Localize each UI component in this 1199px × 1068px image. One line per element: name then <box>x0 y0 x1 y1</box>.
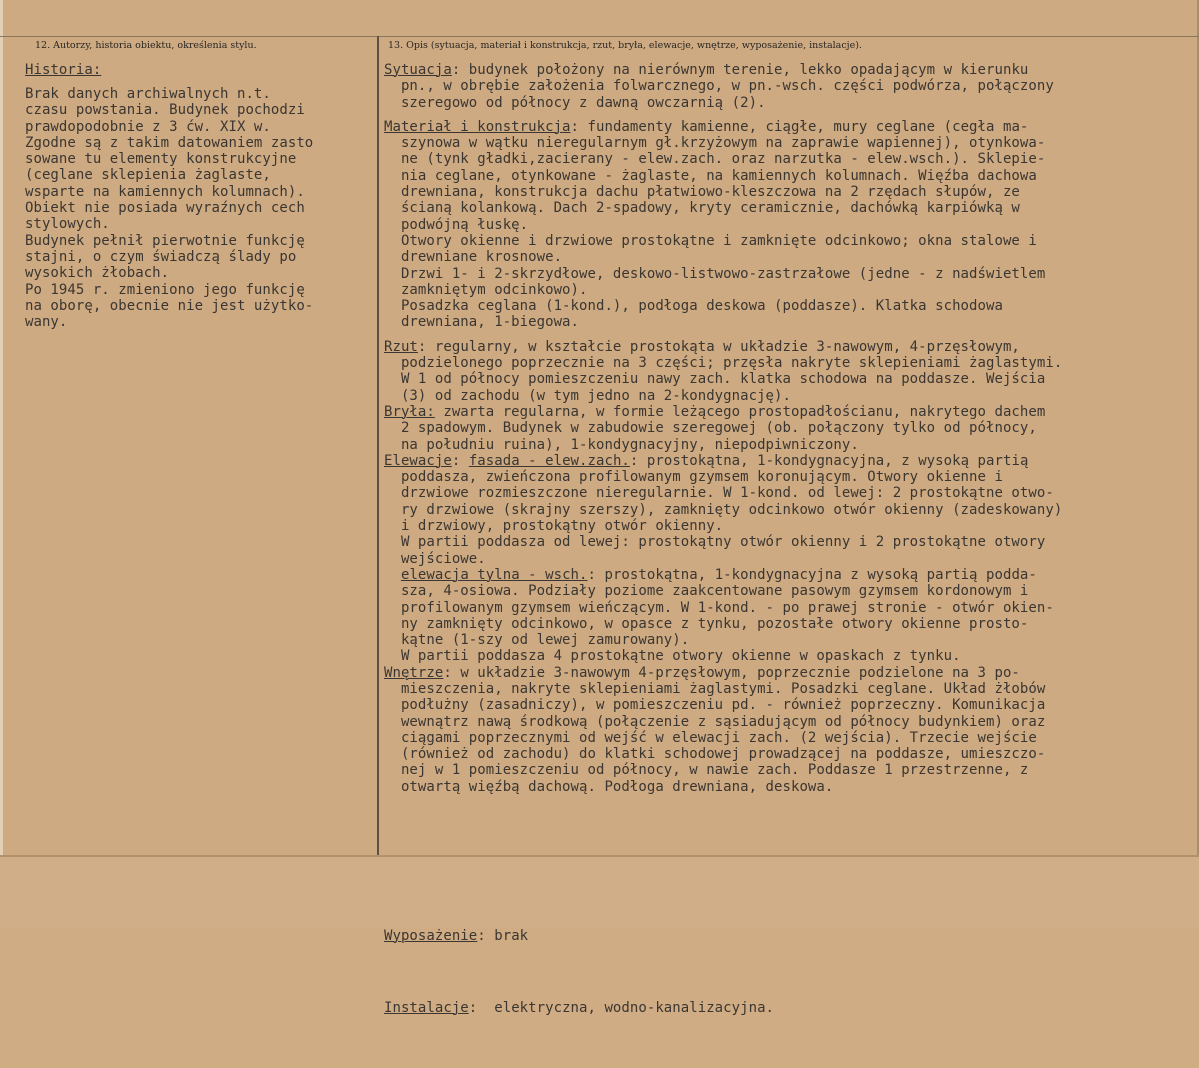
material-line: Otwory okienne i drzwiowe prostokątne i zamknięte odcinkowo; okna stalowe i <box>384 232 1037 249</box>
rzut-line: podzielonego poprzecznie na 3 części; przęsła nakryte sklepieniami żaglastymi. <box>384 355 1063 372</box>
wyposazenie-label: Wyposażenie <box>384 928 478 944</box>
elewacje-line: poddasza, zwieńczona profilowanym gzymsem koronującym. Otwory okienne i <box>384 469 1003 486</box>
sytuacja-line: pn., w obrębie założenia folwarcznego, w pn.-wsch. części podwórza, połączony <box>384 78 1054 95</box>
rear-elevation-label: elewacja tylna - wsch. <box>400 566 588 583</box>
fold-line <box>0 855 1199 857</box>
rzut-first-text: : regularny, w kształcie prostokąta w układzie 3-nawowym, 4-przęsłowym, <box>417 338 1020 355</box>
bryla-label: Bryła: <box>384 403 435 420</box>
rzut-first-line <box>384 339 1062 355</box>
history-line: na oborę, obecnie nie jest użytko- <box>25 297 314 314</box>
history-line: Zgodne są z takim datowaniem zasto <box>25 134 314 151</box>
history-line: czasu powstania. Budynek pochodzi <box>25 102 305 119</box>
bryla-first-line <box>384 404 1062 420</box>
bryla-first-text: zwarta regularna, w formie leżącego prostopadłościanu, nakrytego dachem <box>434 403 1046 420</box>
rear-elevation-first-text: : prostokątna, 1-kondygnacyjna z wysoką partią podda- <box>587 566 1037 583</box>
elewacje-first-line <box>384 453 1062 469</box>
history-line: sowane tu elementy konstrukcyjne <box>25 151 297 168</box>
section-13-header: 13. Opis (sytuacja, materiał i konstrukcja, rzut, bryła, elewacje, wnętrze, wyposażenie, instalacje). <box>388 40 862 51</box>
elewacje-sublabel: fasada - elew.zach. <box>468 452 630 469</box>
rear-elevation-first-line <box>384 567 1062 583</box>
history-line: stylowych. <box>25 216 110 233</box>
description-text <box>384 62 1062 795</box>
rear-elevation-line: sza, 4-osiowa. Podziały poziome zaakcentowane pasowym gzymsem kordonowym i <box>384 583 1029 600</box>
rear-elevation-line: kątne (1-szy od lewej zamurowany). <box>384 632 690 649</box>
sytuacja-first-line <box>384 62 1062 78</box>
wnetrze-first-line <box>384 665 1062 681</box>
rear-elevation-line: W partii poddasza 4 prostokątne otwory okienne w opaskach z tynku. <box>384 648 961 665</box>
material-line: drewniana, 1-biegowa. <box>384 314 580 331</box>
top-rule <box>0 36 1199 37</box>
elewacje-line: i drzwiowy, prostokątny otwór okienny. <box>384 518 724 535</box>
elewacje-line: drzwiowe rozmieszczone nieregularnie. W 1-kond. od lewej: 2 prostokątne otwo- <box>384 485 1054 502</box>
column-divider <box>377 36 379 856</box>
wnetrze-line: wewnątrz nawą środkową (połączenie z sąsiadującym od północy budynkiem) oraz <box>384 713 1046 730</box>
wnetrze-first-text: : w układzie 3-nawowym 4-przęsłowym, poprzecznie podzielone na 3 po- <box>443 664 1020 681</box>
material-line: ścianą kolankową. Dach 2-spadowy, kryty ceramicznie, dachówką karpiówką w <box>384 200 1020 217</box>
wnetrze-label: Wnętrze <box>384 664 444 681</box>
section-gap <box>384 111 1062 119</box>
material-line: szynowa w wątku nieregularnym gł.krzyżowym na zaprawie wapiennej), otynkowa- <box>384 135 1046 152</box>
material-line: Posadzka ceglana (1-kond.), podłoga deskowa (poddasze). Klatka schodowa <box>384 298 1003 315</box>
instalacje-value: : elektryczna, wodno-kanalizacyjna. <box>468 1000 775 1016</box>
material-line: ne (tynk gładki,zacierany - elew.zach. oraz narzutka - elew.wsch.). Sklepie- <box>384 151 1046 168</box>
elewacje-line: ry drzwiowe (skrajny szerszy), zamknięty odcinkowo otwór okienny (zadeskowany) <box>384 501 1063 518</box>
sytuacja-first-text: : budynek położony na nierównym terenie, lekko opadającym w kierunku <box>451 62 1029 78</box>
material-line: nia ceglane, otynkowane - żaglaste, na kamiennych kolumnach. Więźba dachowa <box>384 167 1037 184</box>
section-12-header: 12. Autorzy, historia obiektu, określenia stylu. <box>35 40 257 51</box>
history-line: Brak danych archiwalnych n.t. <box>25 86 271 102</box>
sytuacja-line: szeregowo od północy z dawną owczarnią (2). <box>384 94 766 111</box>
wyposazenie-value: : brak <box>477 928 529 944</box>
history-line: wsparte na kamiennych kolumnach). <box>25 183 305 200</box>
history-line: Obiekt nie posiada wyraźnych cech <box>25 200 305 217</box>
elewacje-label: Elewacje <box>384 452 452 469</box>
elewacje-separator: : <box>451 452 469 469</box>
history-heading-label: Historia: <box>25 62 102 78</box>
section-gap <box>384 331 1062 339</box>
rear-elevation-indent <box>384 567 401 583</box>
rear-elevation-line: profilowanym gzymsem wieńczącym. W 1-kond. - po prawej stronie - otwór okien- <box>384 599 1054 616</box>
instalacje-line <box>384 996 774 1020</box>
material-line: podwójną łuskę. <box>384 216 529 233</box>
history-line: wany. <box>25 314 68 331</box>
sytuacja-label: Sytuacja <box>384 62 452 78</box>
wnetrze-line: otwartą więźbą dachową. Podłoga drewniana, deskowa. <box>384 778 834 795</box>
material-first-text: : fundamenty kamienne, ciągłe, mury ceglane (cegła ma- <box>570 118 1029 135</box>
rear-elevation-line: ny zamknięty odcinkowo, w opasce z tynku, pozostałe otwory okienne prosto- <box>384 615 1029 632</box>
history-line: (ceglane sklepienia żaglaste, <box>25 167 271 184</box>
rzut-line: W 1 od północy pomieszczeniu nawy zach. klatka schodowa na poddasze. Wejścia <box>384 371 1046 388</box>
wnetrze-line: (również od zachodu) do klatki schodowej prowadzącej na poddasze, umieszczo- <box>384 746 1046 763</box>
wnetrze-line: mieszczenia, nakryte sklepieniami żaglastymi. Posadzki ceglane. Układ żłobów <box>384 680 1046 697</box>
material-line: Drzwi 1- i 2-skrzydłowe, deskowo-listwowo-zastrzałowe (jedne - z nadświetlem <box>384 265 1046 282</box>
history-line: prawdopodobnie z 3 ćw. XIX w. <box>25 118 271 135</box>
material-line: drewniana, konstrukcja dachu płatwiowo-kleszczowa na 2 rzędach słupów, ze <box>384 184 1020 201</box>
material-label: Materiał i konstrukcja <box>384 118 571 135</box>
history-line: wysokich żłobach. <box>25 265 170 282</box>
wnetrze-line: nej w 1 pomieszczeniu od północy, w nawie zach. Poddasze 1 przestrzenne, z <box>384 762 1029 779</box>
instalacje-label: Instalacje <box>384 1000 469 1016</box>
history-text <box>25 86 313 330</box>
elewacje-line: wejściowe. <box>384 550 486 567</box>
history-line: stajni, o czym świadczą ślady po <box>25 248 297 265</box>
wnetrze-line: podłużny (zasadniczy), w pomieszczeniu pd. - również poprzeczny. Komunikacja <box>384 697 1046 714</box>
paper-edge <box>0 0 3 928</box>
bryla-line: 2 spadowym. Budynek w zabudowie szeregowej (ob. połączony tylko od północy, <box>384 420 1037 437</box>
history-line: Po 1945 r. zmieniono jego funkcję <box>25 281 305 298</box>
wnetrze-line: ciągami poprzecznymi od wejść w elewacji zach. (2 wejścia). Trzecie wejście <box>384 729 1037 746</box>
elewacje-line: W partii poddasza od lewej: prostokątny otwór okienny i 2 prostokątne otwory <box>384 534 1046 551</box>
history-heading <box>25 62 101 78</box>
material-line: zamkniętym odcinkowo). <box>384 281 588 298</box>
history-line: Budynek pełnił pierwotnie funkcję <box>25 232 305 249</box>
bryla-line: na południu ruina), 1-kondygnacyjny, niepodpiwniczony. <box>384 436 859 453</box>
rzut-line: (3) od zachodu (w tym jedno na 2-kondygnację). <box>384 387 791 404</box>
elewacje-first-text: : prostokątna, 1-kondygnacyjna, z wysoką partią <box>629 452 1029 469</box>
material-line: drewniane krosnowe. <box>384 249 563 266</box>
material-first-line <box>384 119 1062 135</box>
footer-section <box>384 876 774 1068</box>
rzut-label: Rzut <box>384 338 418 355</box>
